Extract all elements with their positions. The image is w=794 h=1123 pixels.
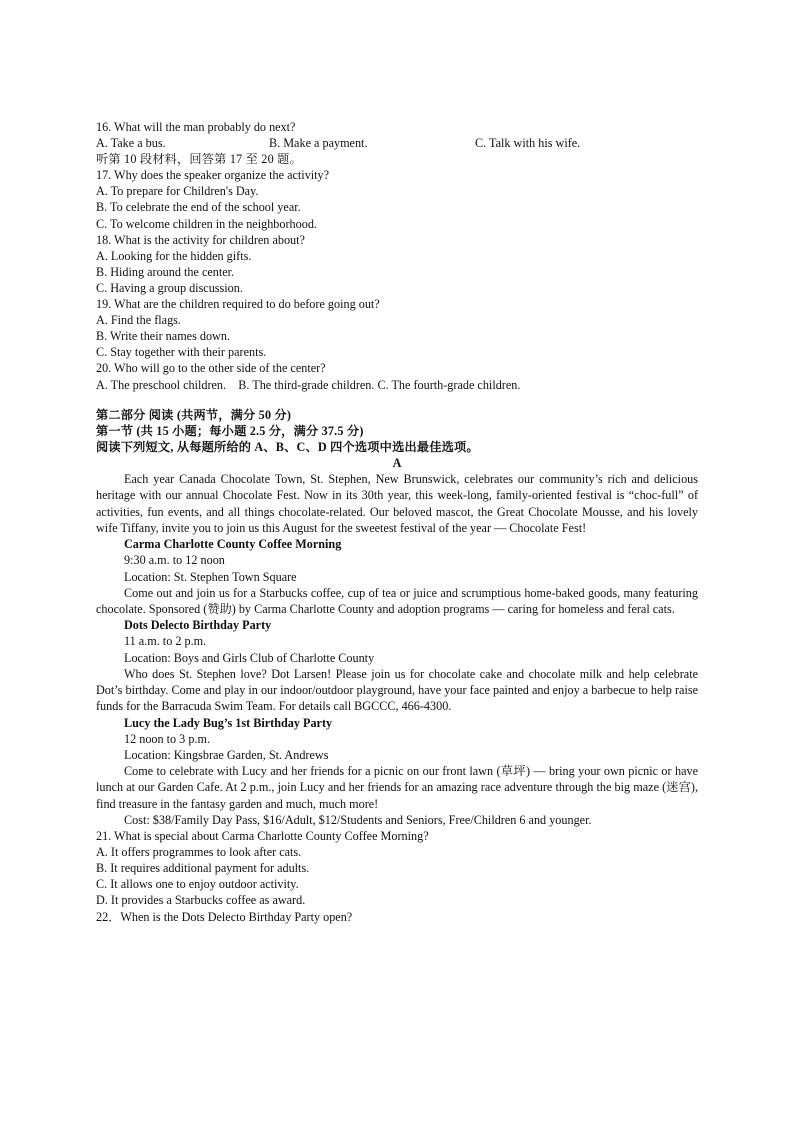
- event-location: Location: St. Stephen Town Square: [124, 569, 297, 584]
- question-21: 21. What is special about Carma Charlotte County Coffee Morning?: [96, 829, 429, 844]
- option-c: C. Talk with his wife.: [475, 136, 581, 151]
- option-a: A. Take a bus.: [96, 136, 166, 151]
- question-21-option-b: B. It requires additional payment for adults.: [96, 861, 310, 876]
- event-time: 12 noon to 3 p.m.: [124, 731, 210, 746]
- question-19: 19. What are the children required to do before going out?: [96, 297, 380, 312]
- section-note: 听第 10 段材料，回答第 17 至 20 题。: [96, 152, 302, 167]
- question-18-option-b: B. Hiding around the center.: [96, 264, 235, 279]
- question-19-option-c: C. Stay together with their parents.: [96, 345, 267, 360]
- event-time: 11 a.m. to 2 p.m.: [124, 634, 207, 649]
- option-b: B. Make a payment.: [269, 136, 368, 151]
- question-16-options: [96, 135, 698, 151]
- question-21-option-d: D. It provides a Starbucks coffee as award.: [96, 893, 306, 908]
- question-18-option-a: A. Looking for the hidden gifts.: [96, 248, 252, 263]
- question-16: 16. What will the man probably do next?: [96, 120, 296, 134]
- event-description: Come out and join us for a Starbucks coffee, cup of tea or juice and scrumptious home-baked goods, many featuring chocolate. Sponsored (赞助) by Carma Charlotte County and adoption programs — caring for homeless and feral cats.: [96, 585, 698, 616]
- event-cost: Cost: $38/Family Day Pass, $16/Adult, $12/Students and Seniors, Free/Children 6 and younger.: [124, 812, 592, 827]
- question-19-option-a: A. Find the flags.: [96, 313, 181, 328]
- exam-page: [96, 119, 698, 925]
- question-22: 22．When is the Dots Delecto Birthday Party open?: [96, 909, 353, 924]
- question-17-option-b: B. To celebrate the end of the school year.: [96, 200, 301, 215]
- event-location: Location: Boys and Girls Club of Charlotte County: [124, 650, 375, 665]
- question-17: 17. Why does the speaker organize the activity?: [96, 168, 330, 183]
- question-18-option-c: C. Having a group discussion.: [96, 280, 243, 295]
- question-19-option-b: B. Write their names down.: [96, 329, 230, 344]
- question-21-option-c: C. It allows one to enjoy outdoor activity.: [96, 877, 299, 892]
- event-title: Lucy the Lady Bug’s 1st Birthday Party: [124, 715, 333, 730]
- part-title: 第二部分 阅读 (共两节，满分 50 分): [96, 407, 292, 422]
- instruction: 阅读下列短文, 从每题所给的 A、B、C、D 四个选项中选出最佳选项。: [96, 439, 479, 454]
- event-location: Location: Kingsbrae Garden, St. Andrews: [124, 747, 329, 762]
- question-20-options: A. The preschool children. B. The third-grade children. C. The fourth-grade children.: [96, 377, 521, 392]
- passage-label: A: [392, 455, 402, 470]
- question-18: 18. What is the activity for children about?: [96, 232, 305, 247]
- event-time: 9:30 a.m. to 12 noon: [124, 553, 225, 568]
- question-21-option-a: A. It offers programmes to look after cats.: [96, 845, 302, 860]
- question-20: 20. Who will go to the other side of the center?: [96, 361, 326, 376]
- question-17-option-c: C. To welcome children in the neighborhood.: [96, 216, 317, 231]
- question-17-option-a: A. To prepare for Children's Day.: [96, 184, 259, 199]
- event-description: Come to celebrate with Lucy and her friends for a picnic on our front lawn (草坪) — bring your own picnic or have lunch at our Garden Cafe. At 2 p.m., join Lucy and her friends for an amazing race adventure through the big maze (迷宫), find treasure in the fantasy garden and much, much more!: [96, 763, 698, 811]
- event-description: Who does St. Stephen love? Dot Larsen! Please join us for chocolate cake and chocolate milk and help celebrate Dot’s birthday. Come and play in our indoor/outdoor playground, have your face painted and enjoy a barbecue to help raise funds for the Barracuda Swim Team. For details call BGCCC, 466-4300.: [96, 666, 698, 714]
- event-title: Dots Delecto Birthday Party: [124, 618, 272, 633]
- event-title: Carma Charlotte County Coffee Morning: [124, 537, 342, 552]
- section-title: 第一节 (共 15 小题；每小题 2.5 分，满分 37.5 分): [96, 423, 364, 438]
- passage-intro: Each year Canada Chocolate Town, St. Stephen, New Brunswick, celebrates our community’s rich and delicious heritage with our annual Chocolate Fest. Now in its 30th year, this week-long, family-oriented festival is “choc-full” of activities, fun events, and all things chocolate-related. Our beloved mascot, the Great Chocolate Mousse, and his lovely wife Tiffany, invite you to join us this August for the sweetest festival of the year — Chocolate Fest!: [96, 471, 698, 535]
